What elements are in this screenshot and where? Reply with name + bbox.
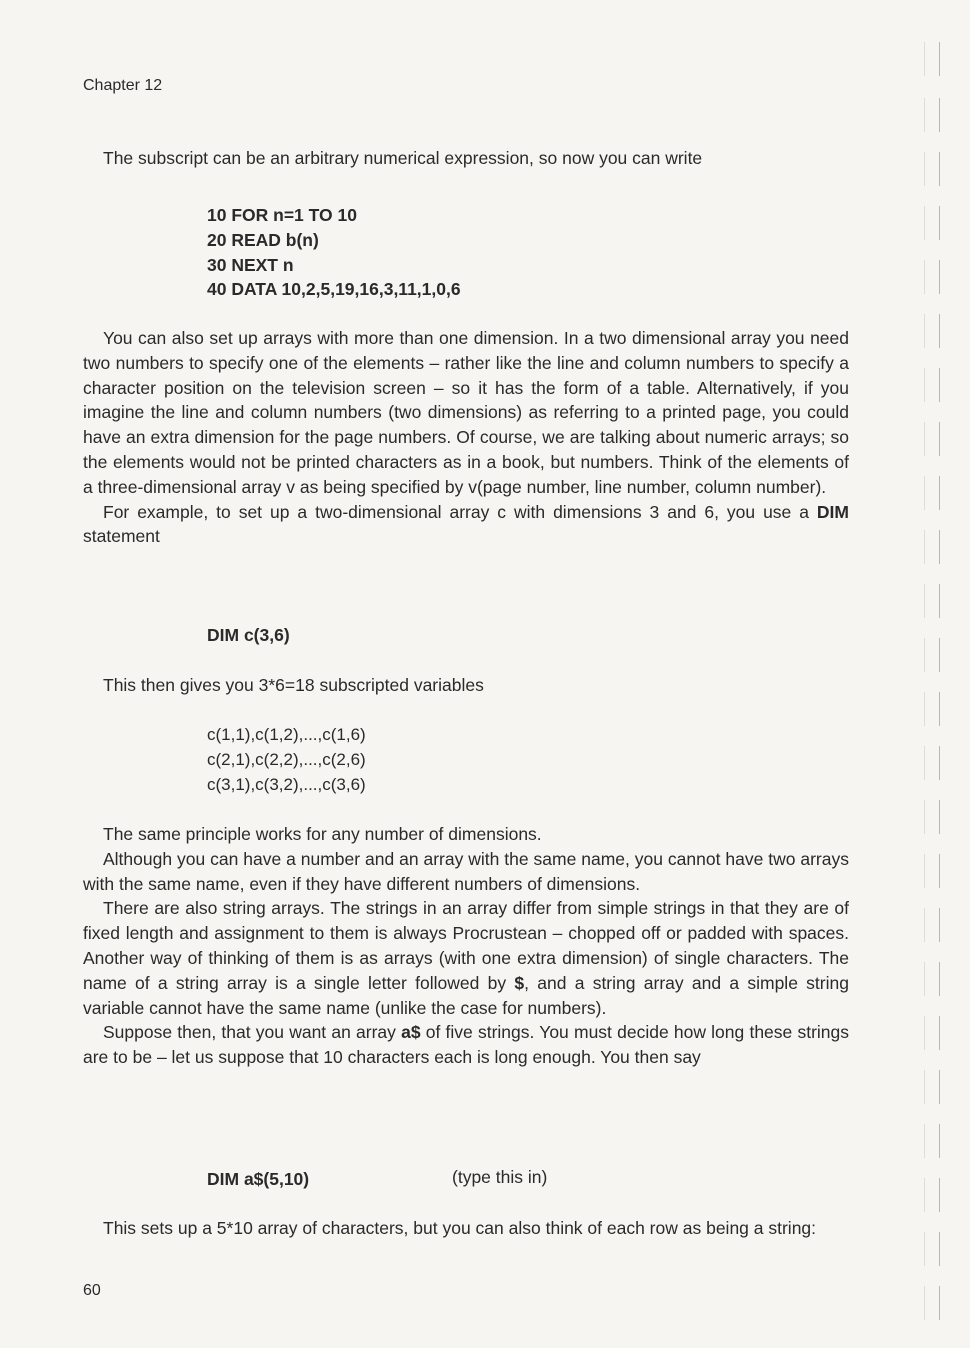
variable-row: c(1,1),c(1,2),...,c(1,6) (207, 725, 366, 744)
edge-tab (924, 476, 940, 510)
code-line: DIM c(3,6) (207, 625, 290, 645)
code-line: 30 NEXT n (207, 254, 294, 275)
paragraph-text: For example, to set up a two-dimensional array c with dimensions 3 and 6, you use a (103, 501, 817, 522)
edge-tab (924, 1124, 940, 1158)
edge-tab (924, 530, 940, 564)
edge-tab (924, 1016, 940, 1050)
edge-tab (924, 638, 940, 672)
variable-row: c(2,1),c(2,2),...,c(2,6) (207, 749, 366, 769)
paragraph (83, 896, 849, 1020)
code-listing-1 (207, 203, 461, 302)
page-number: 60 (83, 1282, 101, 1299)
edge-tab (924, 368, 940, 402)
paragraph: You can also set up arrays with more than one dimension. In a two dimensional array you need two numbers to specify one of the elements – rather like the line and column numbers to specify a character position on the television screen – so it has the form of a table. Alternatively, if you imagine the line and column numbers (two dimensions) as referring to a printed page, you could have an extra dimension for the page numbers. Of course, we are talking about numeric arrays; so the elements would not be printed characters as in a book, but numbers. Think of the elements of a three-dimensional array v as being specified by v(page number, line number, column number). (83, 328, 849, 497)
edge-tab (924, 1232, 940, 1266)
paragraph: The same principle works for any number of dimensions. (103, 824, 542, 844)
paragraph-text: statement (83, 526, 160, 547)
paragraph (83, 500, 849, 550)
subscripted-variables (207, 723, 366, 797)
intro-paragraph (83, 146, 849, 171)
code-dim-c (207, 623, 290, 648)
code-line: DIM a$(5,10) (207, 1169, 310, 1189)
paragraph: This then gives you 3*6=18 subscripted variables (103, 675, 484, 695)
edge-tab (924, 42, 940, 76)
body-paragraph-final (83, 1216, 849, 1241)
intro-text: The subscript can be an arbitrary numerical expression, so now you can write (103, 148, 703, 168)
edge-tab (924, 908, 940, 942)
paragraph-text: Suppose then, that you want an array (103, 1022, 402, 1043)
code-line: 20 READ b(n) (207, 229, 319, 250)
edge-tab (924, 422, 940, 456)
edge-tab (924, 98, 940, 132)
code-note: (type this in) (452, 1167, 548, 1187)
code-line: 40 DATA 10,2,5,19,16,3,11,1,0,6 (207, 279, 461, 300)
edge-tab (924, 962, 940, 996)
paragraph: This sets up a 5*10 array of characters, but you can also think of each row as being a string: (103, 1218, 817, 1238)
code-dim-a (207, 1167, 309, 1192)
edge-tab (924, 260, 940, 294)
edge-tab (924, 746, 940, 780)
chapter-header: Chapter 12 (83, 77, 163, 94)
edge-tab (924, 692, 940, 726)
variable-row: c(3,1),c(3,2),...,c(3,6) (207, 774, 366, 794)
keyword-dim: DIM (816, 501, 849, 522)
edge-tab (924, 1286, 940, 1320)
edge-tab (924, 1178, 940, 1212)
keyword-a-dollar: a$ (401, 1022, 421, 1043)
edge-tab (924, 206, 940, 240)
page-edge-tabs (920, 40, 942, 1340)
code-line: 10 FOR n=1 TO 10 (207, 205, 357, 225)
paragraph-text: of five strings. You must decide how long these strings are to be – let us suppose that 10 characters each is long enough. You then say (83, 1022, 850, 1068)
body-paragraph-vars (83, 673, 849, 698)
edge-tab (924, 314, 940, 348)
paragraph-text: , and a string array and a simple string variable cannot have the same name (unlike the case for numbers). (83, 972, 849, 1018)
edge-tab (924, 854, 940, 888)
paragraph: Although you can have a number and an array with the same name, you cannot have two arrays with the same name, even if they have different numbers of dimensions. (83, 848, 849, 894)
paragraph (83, 1020, 849, 1070)
keyword-dollar: $ (514, 972, 525, 993)
body-paragraphs-1 (83, 326, 849, 549)
body-paragraphs-2 (83, 822, 849, 1070)
edge-tab (924, 152, 940, 186)
edge-tab (924, 800, 940, 834)
paragraph-text: There are also string arrays. The strings in an array differ from simple strings in that they are of fixed length and assignment to them is always Procrustean – chopped off or padded with spaces. Another way of thinking of them is as arrays (with one extra dimension) of single characters. The name of a string array is a single letter followed by (83, 898, 849, 993)
edge-tab (924, 1070, 940, 1104)
edge-tab (924, 584, 940, 618)
